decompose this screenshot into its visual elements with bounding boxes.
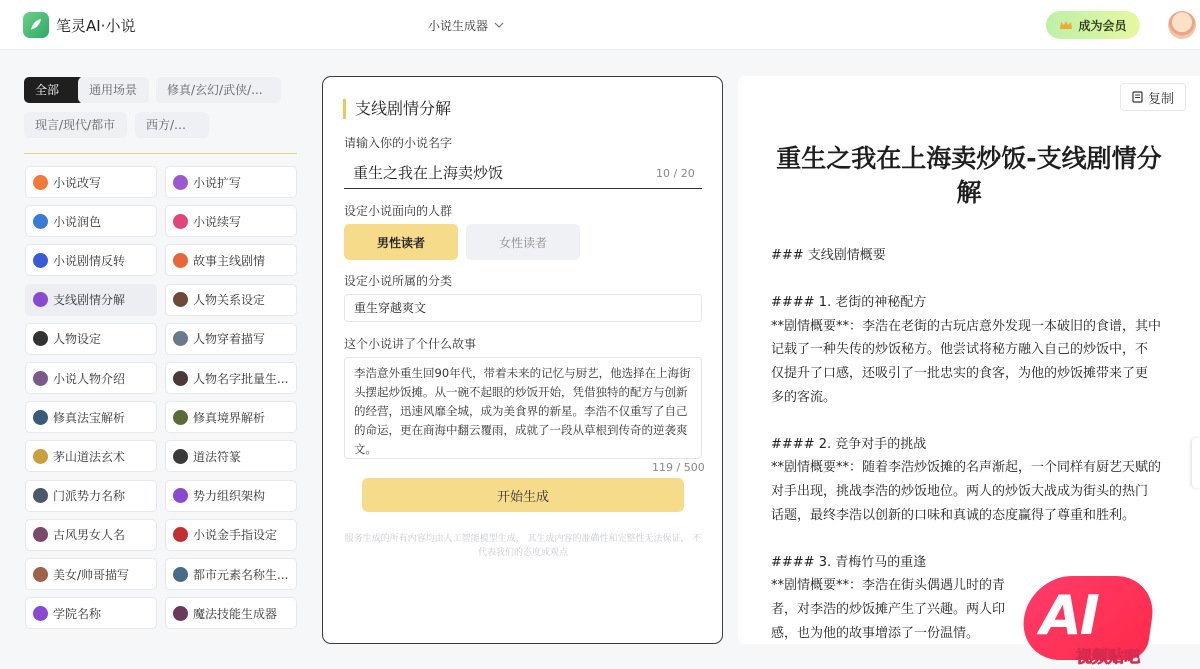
story-label: 这个小说讲了个什么故事 bbox=[344, 337, 477, 351]
tool-label: 修真境界解析 bbox=[193, 410, 266, 425]
watermark-sub: 视频贴吧 bbox=[1076, 647, 1141, 666]
tool-item[interactable] bbox=[165, 166, 297, 198]
tool-item[interactable] bbox=[25, 362, 157, 394]
tool-label: 小说金手指设定 bbox=[193, 528, 278, 543]
tool-item[interactable] bbox=[165, 480, 297, 512]
result-line: #### 1. 老街的神秘配方 bbox=[771, 295, 927, 311]
tool-label: 人物穿着描写 bbox=[193, 332, 266, 347]
result-line: 记载了一种失传的炒饭秘方。他尝试将秘方融入自己的炒饭中，不 bbox=[771, 342, 1149, 358]
tool-label: 小说剧情反转 bbox=[53, 253, 126, 268]
character-icon bbox=[33, 331, 48, 346]
tool-item[interactable] bbox=[165, 519, 297, 551]
side-tab[interactable] bbox=[1192, 438, 1200, 488]
filter-chip[interactable]: 西方/魔法 bbox=[135, 112, 209, 138]
city-icon bbox=[173, 567, 188, 582]
form-panel bbox=[322, 76, 723, 644]
copy-icon bbox=[1132, 91, 1144, 103]
relationship-icon bbox=[173, 292, 188, 307]
disclaimer: 服务生成的所有内容均由人工智能模型生成， 其生成内容的准确性和完整性无法保证， 不代表我们的态度或观点 bbox=[344, 534, 702, 558]
sect-icon bbox=[33, 488, 48, 503]
divider bbox=[24, 153, 297, 154]
tool-item[interactable] bbox=[165, 401, 297, 433]
become-member-button[interactable] bbox=[1046, 11, 1140, 39]
result-panel bbox=[738, 76, 1200, 644]
tool-item[interactable] bbox=[25, 401, 157, 433]
category-input[interactable]: 重生穿越爽文 bbox=[344, 294, 702, 322]
result-line: #### 2. 竞争对手的挑战 bbox=[771, 436, 927, 452]
story-count: 119 / 500 bbox=[652, 461, 705, 474]
result-line: 话题，最终李浩以创新的口味和真诚的态度赢得了尊重和胜利。 bbox=[771, 507, 1136, 523]
tool-item[interactable] bbox=[165, 284, 297, 316]
tool-label: 支线剧情分解 bbox=[53, 293, 126, 308]
story-textarea[interactable]: 李浩意外重生回90年代，带着未来的记忆与厨艺，他选择在上海街头摆起炒饭摊。从一碗不起眼的炒饭开始，凭借独特的配方与创新的经营，迅速风靡全城，成为美食界的新星。李浩不仅重写了自己的命运，更在商海中翻云覆雨，成就了一段从草根到传奇的逆袭爽文。 bbox=[344, 357, 702, 459]
ancient-name-icon bbox=[33, 527, 48, 542]
result-line: **剧情概要**：随着李浩炒饭摊的名声渐起，一个同样有厨艺天赋的 bbox=[771, 460, 1162, 476]
tool-item[interactable] bbox=[25, 480, 157, 512]
copy-label: 复制 bbox=[1147, 91, 1174, 107]
crown-icon bbox=[1059, 20, 1073, 31]
tool-label: 小说改写 bbox=[53, 175, 102, 190]
tool-item[interactable] bbox=[165, 440, 297, 472]
realm-icon bbox=[173, 410, 188, 425]
academy-icon bbox=[33, 606, 48, 621]
golden-finger-icon bbox=[173, 527, 188, 542]
tool-label: 小说扩写 bbox=[193, 175, 242, 190]
result-line: 多的客流。 bbox=[771, 389, 837, 405]
tool-label: 人物设定 bbox=[53, 332, 102, 347]
tool-label: 门派势力名称 bbox=[53, 489, 126, 504]
result-line: 感，也为他的故事增添了一份温情。 bbox=[771, 625, 980, 641]
main-plot-icon bbox=[173, 253, 188, 268]
logo-icon[interactable] bbox=[23, 12, 49, 38]
watermark-main: AI bbox=[1040, 584, 1098, 647]
plot-twist-icon bbox=[33, 253, 48, 268]
novel-name-input[interactable]: 重生之我在上海卖炒饭 bbox=[344, 157, 702, 189]
result-line: ### 支线剧情概要 bbox=[771, 248, 886, 263]
continue-icon bbox=[173, 214, 188, 229]
tool-item[interactable] bbox=[25, 558, 157, 590]
polish-icon bbox=[33, 214, 48, 229]
audience-label: 设定小说面向的人群 bbox=[344, 204, 453, 218]
filter-chip[interactable]: 通用场景 bbox=[78, 77, 149, 103]
result-line: **剧情概要**：李浩在老街的古玩店意外发现一本破旧的食谱，其中 bbox=[771, 318, 1162, 334]
watermark-logo bbox=[1010, 570, 1180, 669]
chevron-down-icon bbox=[494, 22, 504, 29]
tool-label: 小说人物介绍 bbox=[53, 371, 126, 386]
copy-button[interactable] bbox=[1120, 83, 1186, 111]
result-line: **剧情概要**：李浩在街头偶遇儿时的青 bbox=[771, 578, 1006, 594]
tool-item[interactable] bbox=[25, 323, 157, 355]
tool-item[interactable] bbox=[165, 558, 297, 590]
treasure-icon bbox=[33, 410, 48, 425]
tool-item[interactable] bbox=[165, 205, 297, 237]
subplot-icon bbox=[33, 292, 48, 307]
tool-label: 小说润色 bbox=[53, 214, 102, 229]
tool-label: 学院名称 bbox=[53, 606, 102, 621]
tool-label: 都市元素名称生... bbox=[193, 567, 289, 582]
outfit-icon bbox=[173, 331, 188, 346]
result-title: 重生之我在上海卖炒饭-支线剧情分解 bbox=[776, 144, 1162, 207]
talisman-icon bbox=[173, 449, 188, 464]
start-generate-button[interactable]: 开始生成 bbox=[362, 478, 684, 512]
tool-label: 道法符篆 bbox=[193, 449, 242, 464]
tool-label: 茅山道法玄术 bbox=[53, 449, 126, 464]
result-line: #### 3. 青梅竹马的重逢 bbox=[771, 554, 927, 570]
tool-item[interactable] bbox=[165, 362, 297, 394]
portrait-icon bbox=[33, 567, 48, 582]
filter-chip[interactable]: 全部 bbox=[24, 77, 84, 103]
result-line: 者，对李浩的炒饭摊产生了兴趣。两人印 bbox=[771, 602, 1006, 617]
result-line: 对手出现，挑战李浩的炒饭地位。两人的炒饭大战成为街头的热门 bbox=[771, 484, 1149, 499]
tool-item[interactable] bbox=[25, 244, 157, 276]
tool-item[interactable] bbox=[165, 597, 297, 629]
tool-item[interactable] bbox=[165, 244, 297, 276]
become-member-label: 成为会员 bbox=[1078, 18, 1127, 33]
tool-label: 古风男女人名 bbox=[53, 528, 126, 543]
name-batch-icon bbox=[173, 371, 188, 386]
character-intro-icon bbox=[33, 371, 48, 386]
category-label: 设定小说所属的分类 bbox=[344, 274, 453, 288]
filter-chip[interactable]: 现言/现代/都市 bbox=[24, 112, 127, 138]
tool-item[interactable] bbox=[25, 284, 157, 316]
tool-label: 小说续写 bbox=[193, 214, 242, 229]
result-line: 仅提升了口感，还吸引了一批忠实的食客，为他的炒饭摊带来了更 bbox=[771, 366, 1149, 381]
form-title: 支线剧情分解 bbox=[343, 99, 451, 119]
female-reader-option[interactable]: 女性读者 bbox=[466, 224, 580, 260]
header bbox=[0, 0, 1200, 50]
user-avatar[interactable] bbox=[1168, 11, 1196, 39]
tool-label: 人物名字批量生... bbox=[193, 371, 289, 386]
male-reader-option[interactable]: 男性读者 bbox=[344, 224, 458, 260]
novel-name-label: 请输入你的小说名字 bbox=[344, 136, 453, 150]
rewrite-icon bbox=[33, 175, 48, 190]
tool-item[interactable] bbox=[25, 205, 157, 237]
tool-label: 势力组织架构 bbox=[193, 489, 266, 504]
tool-label: 修真法宝解析 bbox=[53, 410, 126, 425]
generator-label: 小说生成器 bbox=[428, 19, 489, 33]
generator-dropdown[interactable] bbox=[428, 17, 504, 34]
filter-chip[interactable]: 修真/玄幻/武侠/... bbox=[156, 77, 281, 103]
organization-icon bbox=[173, 488, 188, 503]
tool-label: 美女/帅哥描写 bbox=[53, 567, 130, 582]
tool-label: 故事主线剧情 bbox=[193, 253, 266, 268]
tool-item[interactable] bbox=[25, 519, 157, 551]
tool-item[interactable] bbox=[165, 323, 297, 355]
magic-icon bbox=[173, 606, 188, 621]
tool-item[interactable] bbox=[25, 440, 157, 472]
tool-item[interactable] bbox=[25, 166, 157, 198]
brand-name[interactable]: 笔灵AI·小说 bbox=[56, 17, 136, 35]
tool-item[interactable] bbox=[25, 597, 157, 629]
taoism-icon bbox=[33, 449, 48, 464]
tool-label: 魔法技能生成器 bbox=[193, 606, 278, 621]
novel-name-count: 10 / 20 bbox=[656, 167, 695, 180]
tool-label: 人物关系设定 bbox=[193, 293, 266, 308]
expand-icon bbox=[173, 175, 188, 190]
